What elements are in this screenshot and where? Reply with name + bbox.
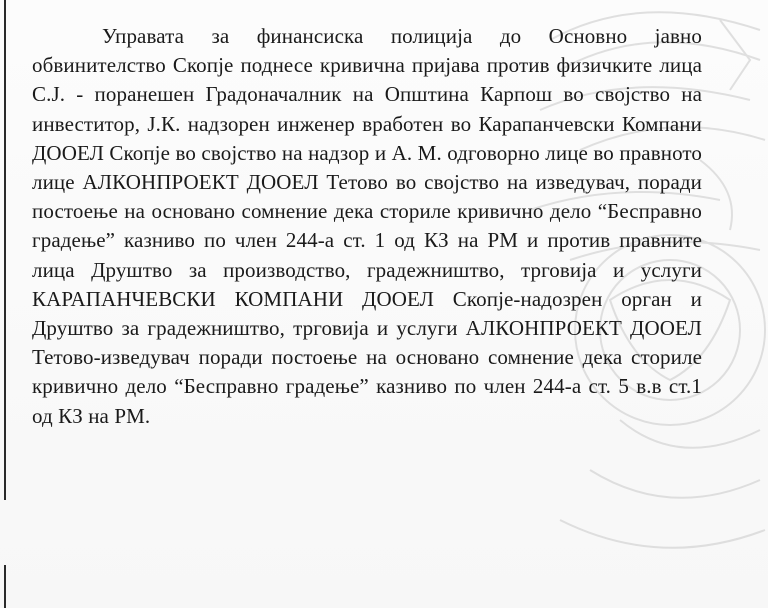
page-left-border	[4, 0, 6, 500]
page-left-border-lower	[4, 565, 6, 608]
document-paragraph: Управата за финансиска полиција до Основно јавно обвинителство Скопје поднесе кривична пријава против физичките лица С.Ј. - поранешен Градоначалник на Општина Карпош во својство на инвеститор, Ј.К. надзорен инженер вработен во Карапанчевски Компани ДООЕЛ Скопје во својство на надзор и А. М. одговорно лице во правното лице АЛКОНПРОЕКТ ДООЕЛ Тетово во својство на изведувач, поради постоење на основано сомнение дека сториле кривично дело “Бесправно градење” казниво по член 244-а ст. 1 од КЗ на РМ и против правните лица Друштво за производство, градежништво, трговија и услуги КАРАПАНЧЕВСКИ КОМПАНИ ДООЕЛ Скопје-надозрен орган и Друштво за градежништво, трговија и услуги АЛКОНПРОЕКТ ДООЕЛ Тетово-изведувач поради постоење на основано сомнение дека сториле кривично дело “Бесправно градење” казниво по член 244-а ст. 5 в.в ст.1 од КЗ на РМ.	[32, 24, 702, 428]
